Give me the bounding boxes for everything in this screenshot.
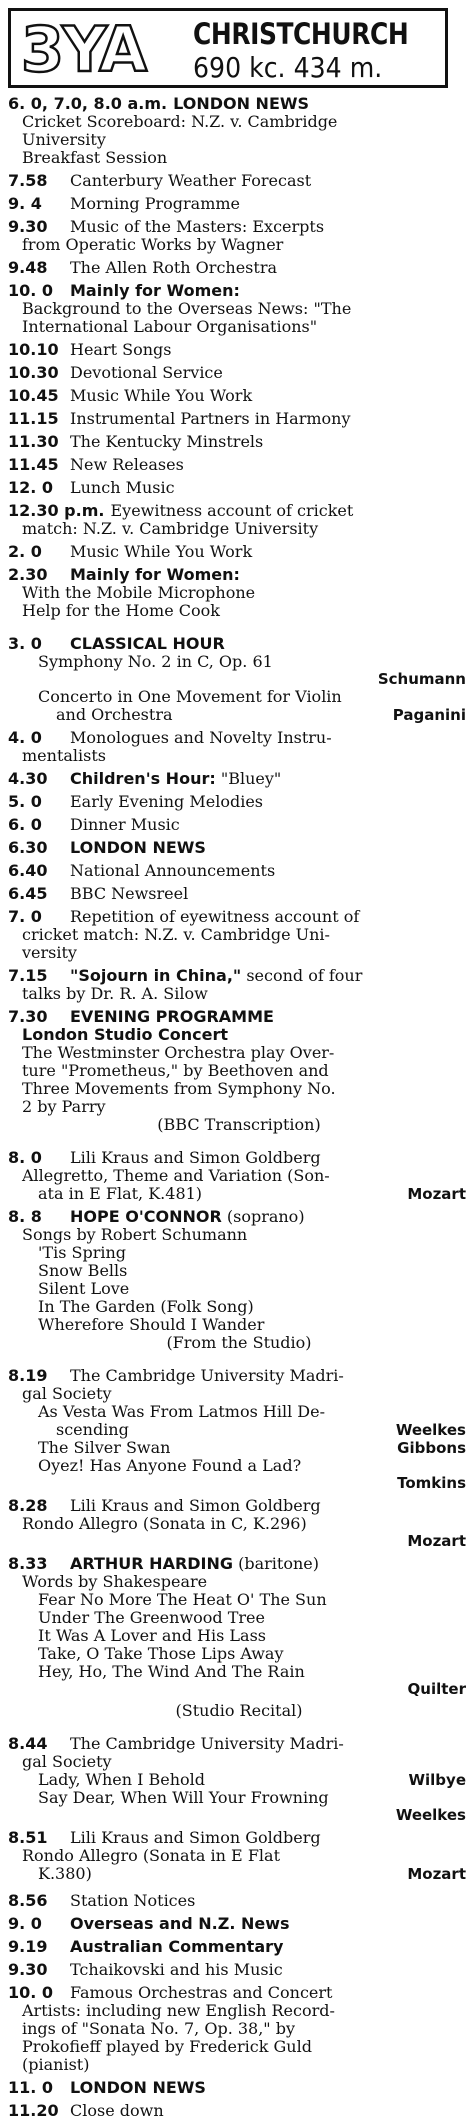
schedule-entry <box>8 2078 470 2097</box>
entry-detail: Allegretto, Theme and Variation (Son- <box>22 1166 330 1185</box>
entry-time: 2. 0 <box>8 542 42 561</box>
schedule-entry <box>8 542 470 561</box>
entry-time: 11.15 <box>8 409 59 428</box>
schedule-entry <box>8 501 470 538</box>
schedule-entry <box>8 565 470 620</box>
composer-name: Schumann <box>377 670 466 688</box>
entry-time: 8.33 <box>8 1554 48 1573</box>
entry-detail: With the Mobile Microphone <box>22 583 256 602</box>
schedule-entry <box>8 432 470 451</box>
entry-detail: (From the Studio) <box>166 1333 312 1352</box>
entry-detail: 'Tis Spring <box>38 1243 126 1262</box>
schedule-entry <box>8 455 470 474</box>
schedule-entry <box>8 1207 470 1352</box>
entry-detail: Cricket Scoreboard: N.Z. v. Cambridge <box>22 112 338 131</box>
entry-detail: Snow Bells <box>38 1261 128 1280</box>
entry-detail: Prokofieff played by Frederick Guld <box>22 2037 312 2056</box>
entry-detail-row <box>8 1421 470 1439</box>
entry-detail: Rondo Allegro (Sonata in E Flat <box>22 1846 281 1865</box>
entry-time: 11.30 <box>8 432 59 451</box>
entry-title: LONDON NEWS <box>70 2078 206 2097</box>
entry-detail: The Silver Swan <box>38 1438 171 1457</box>
entry-title: HOPE O'CONNOR <box>70 1207 222 1226</box>
entry-detail: Three Movements from Symphony No. <box>22 1079 336 1098</box>
schedule-entry <box>8 478 470 497</box>
schedule-entry <box>8 258 470 277</box>
entry-title: Music of the Masters: Excerpts <box>70 217 325 236</box>
entry-detail-row <box>8 1771 470 1789</box>
entry-title: BBC Newsreel <box>70 884 189 903</box>
entry-detail: scending <box>56 1420 129 1439</box>
entry-detail: Wherefore Should I Wander <box>38 1315 265 1334</box>
entry-detail: from Operatic Works by Wagner <box>22 235 284 254</box>
entry-detail: and Orchestra <box>56 705 173 724</box>
entry-detail: ata in E Flat, K.481) <box>38 1184 203 1203</box>
entry-title: The Cambridge University Madri- <box>70 1734 344 1753</box>
entry-title: CLASSICAL HOUR <box>70 634 225 653</box>
schedule-entry <box>8 363 470 382</box>
entry-title: Children's Hour: <box>70 769 216 788</box>
entry-time: 6. 0, 7.0, 8.0 a.m. <box>8 94 168 113</box>
entry-title: Mainly for Women: <box>70 281 240 300</box>
entry-title-extra: second of four <box>246 966 363 985</box>
entry-title: Music While You Work <box>70 542 253 561</box>
entry-title: Famous Orchestras and Concert <box>70 1983 333 2002</box>
entry-detail: Oyez! Has Anyone Found a Lad? <box>38 1456 302 1475</box>
entry-detail-row <box>8 706 470 724</box>
composer-name: Mozart <box>407 1185 466 1203</box>
entry-detail: Words by Shakespeare <box>22 1572 208 1591</box>
station-city: CHRISTCHURCH <box>193 17 409 51</box>
schedule-entry <box>8 1983 470 2074</box>
entry-detail: Concerto in One Movement for Violin <box>38 687 342 706</box>
composer-name: Wilbye <box>408 1771 466 1789</box>
entry-title: Australian Commentary <box>70 1937 284 1956</box>
entry-time: 9. 4 <box>8 194 42 213</box>
entry-time: 12. 0 <box>8 478 54 497</box>
entry-time: 9.19 <box>8 1937 48 1956</box>
composer-name: Gibbons <box>397 1439 466 1457</box>
schedule-entry <box>8 1366 470 1492</box>
composer-name: Tomkins <box>397 1474 466 1492</box>
entry-time: 7.15 <box>8 966 48 985</box>
entry-time: 9.30 <box>8 1960 48 1979</box>
schedule-entry <box>8 340 470 359</box>
schedule-entry <box>8 907 470 962</box>
entry-title: ARTHUR HARDING <box>70 1554 234 1573</box>
schedule-entry <box>8 1960 470 1979</box>
entry-title: Tchaikovski and his Music <box>70 1960 283 1979</box>
schedule-entry <box>8 1148 470 1203</box>
entry-title: Early Evening Melodies <box>70 792 263 811</box>
entry-title: Close down <box>70 2101 164 2120</box>
entry-detail: Under The Greenwood Tree <box>38 1608 265 1627</box>
entry-detail: Songs by Robert Schumann <box>22 1225 248 1244</box>
schedule-entry <box>8 838 470 857</box>
entry-title: Dinner Music <box>70 815 180 834</box>
entry-title: Canterbury Weather Forecast <box>70 171 312 190</box>
entry-detail-row <box>8 1865 470 1883</box>
station-header <box>8 8 448 88</box>
entry-time: 5. 0 <box>8 792 42 811</box>
entry-title: The Cambridge University Madri- <box>70 1366 344 1385</box>
entry-detail: mentalists <box>22 746 106 765</box>
schedule-entry <box>8 194 470 213</box>
entry-detail: Hey, Ho, The Wind And The Rain <box>38 1662 305 1681</box>
entry-detail: Lady, When I Behold <box>38 1770 206 1789</box>
entry-title: Repetition of eyewitness account of <box>70 907 360 926</box>
entry-detail: In The Garden (Folk Song) <box>38 1297 254 1316</box>
entry-time: 10. 0 <box>8 281 54 300</box>
entry-time: 6.30 <box>8 838 48 857</box>
entry-title: "Sojourn in China," <box>70 966 242 985</box>
entry-time: 8.44 <box>8 1734 48 1753</box>
entry-title: Lili Kraus and Simon Goldberg <box>70 1148 321 1167</box>
entry-time: 11.45 <box>8 455 59 474</box>
schedule-entry <box>8 2101 470 2120</box>
schedule-entry <box>8 792 470 811</box>
entry-time: 9. 0 <box>8 1914 42 1933</box>
schedule-entry <box>8 217 470 254</box>
schedule-entry <box>8 386 470 405</box>
entry-time: 6.45 <box>8 884 48 903</box>
entry-detail: (pianist) <box>22 2055 90 2074</box>
schedule-entry <box>8 409 470 428</box>
entry-title: Music While You Work <box>70 386 253 405</box>
entry-time: 8. 8 <box>8 1207 42 1226</box>
entry-time: 2.30 <box>8 565 48 584</box>
entry-title-extra: "Bluey" <box>220 769 282 788</box>
entry-detail: versity <box>22 943 77 962</box>
entry-detail: Fear No More The Heat O' The Sun <box>38 1590 327 1609</box>
entry-time: 8.56 <box>8 1891 48 1910</box>
entry-time: 4. 0 <box>8 728 42 747</box>
schedule-entry <box>8 861 470 880</box>
schedule-entry <box>8 1891 470 1910</box>
entry-title: Instrumental Partners in Harmony <box>70 409 351 428</box>
entry-title: Station Notices <box>70 1891 196 1910</box>
schedule-entry <box>8 634 470 724</box>
entry-title: New Releases <box>70 455 184 474</box>
entry-detail: It Was A Lover and His Lass <box>38 1626 266 1645</box>
entry-title: LONDON NEWS <box>70 838 206 857</box>
composer-name: Mozart <box>407 1532 466 1550</box>
schedule-entry <box>8 815 470 834</box>
entry-title: Monologues and Novelty Instru- <box>70 728 332 747</box>
entry-detail: gal Society <box>22 1384 112 1403</box>
schedule-entry <box>8 171 470 190</box>
entry-time: 10.45 <box>8 386 59 405</box>
entry-detail: cricket match: N.Z. v. Cambridge Uni- <box>22 925 330 944</box>
entry-detail: Artists: including new English Record- <box>22 2001 335 2020</box>
entry-detail: talks by Dr. R. A. Silow <box>22 984 208 1003</box>
entry-detail: Breakfast Session <box>22 148 168 167</box>
schedule-entry <box>8 966 470 1003</box>
schedule-entry <box>8 769 470 788</box>
schedule-entry <box>8 94 470 167</box>
entry-detail: (BBC Transcription) <box>157 1115 321 1134</box>
entry-title: Lunch Music <box>70 478 175 497</box>
entry-title: LONDON NEWS <box>173 94 310 113</box>
entry-time: 10.30 <box>8 363 59 382</box>
entry-detail: Background to the Overseas News: "The <box>22 299 352 318</box>
entry-title: Mainly for Women: <box>70 565 240 584</box>
entry-title: The Allen Roth Orchestra <box>70 258 278 277</box>
schedule-entry <box>8 1734 470 1824</box>
entry-time: 3. 0 <box>8 634 42 653</box>
entry-time: 12.30 p.m. <box>8 501 105 520</box>
entry-detail: University <box>22 130 106 149</box>
entry-title: Overseas and N.Z. News <box>70 1914 290 1933</box>
schedule-entry <box>8 884 470 903</box>
entry-detail: Help for the Home Cook <box>22 601 220 620</box>
composer-name: Paganini <box>392 706 466 724</box>
schedule-entry <box>8 1937 470 1956</box>
entry-time: 8.19 <box>8 1366 48 1385</box>
station-call-sign: 3YA <box>21 13 146 86</box>
entry-detail: (Studio Recital) <box>175 1701 303 1720</box>
entry-detail: ture "Prometheus," by Beethoven and <box>22 1061 329 1080</box>
schedule-entry <box>8 1554 470 1720</box>
entry-time: 9.48 <box>8 258 48 277</box>
composer-name: Quilter <box>407 1680 466 1698</box>
entry-time: 11.20 <box>8 2101 59 2120</box>
entry-title: National Announcements <box>70 861 276 880</box>
composer-name: Weelkes <box>395 1421 466 1439</box>
entry-time: 10. 0 <box>8 1983 54 2002</box>
entry-title: Heart Songs <box>70 340 172 359</box>
entry-time: 9.30 <box>8 217 48 236</box>
composer-name: Mozart <box>407 1865 466 1883</box>
entry-title: Morning Programme <box>70 194 241 213</box>
schedule-entry <box>8 1496 470 1550</box>
station-frequency: 690 kc. 434 m. <box>193 51 383 84</box>
schedule-entry <box>8 1828 470 1883</box>
entry-title-extra: (baritone) <box>238 1554 319 1573</box>
entry-time: 6. 0 <box>8 815 42 834</box>
entry-detail: International Labour Organisations" <box>22 317 318 336</box>
entry-detail: K.380) <box>38 1864 92 1883</box>
entry-title: Eyewitness account of cricket <box>110 501 354 520</box>
entry-time: 6.40 <box>8 861 48 880</box>
entry-title-extra: (soprano) <box>226 1207 305 1226</box>
entry-detail: Take, O Take Those Lips Away <box>38 1644 284 1663</box>
entry-time: 8.28 <box>8 1496 48 1515</box>
entry-detail: Silent Love <box>38 1279 130 1298</box>
entry-detail: ings of "Sonata No. 7, Op. 38," by <box>22 2019 296 2038</box>
entry-detail: Say Dear, When Will Your Frowning <box>38 1788 329 1807</box>
entry-detail-row <box>8 1439 470 1457</box>
entry-time: 8. 0 <box>8 1148 42 1167</box>
schedule-list <box>8 94 470 2124</box>
entry-time: 7.30 <box>8 1007 48 1026</box>
entry-time: 4.30 <box>8 769 48 788</box>
entry-detail: Rondo Allegro (Sonata in C, K.296) <box>22 1514 307 1533</box>
entry-title: Lili Kraus and Simon Goldberg <box>70 1828 321 1847</box>
entry-time: 7.58 <box>8 171 48 190</box>
entry-title: Devotional Service <box>70 363 223 382</box>
entry-subtitle: London Studio Concert <box>22 1025 229 1044</box>
entry-title: Lili Kraus and Simon Goldberg <box>70 1496 321 1515</box>
schedule-entry <box>8 1007 470 1134</box>
entry-detail: gal Society <box>22 1752 112 1771</box>
entry-time: 7. 0 <box>8 907 42 926</box>
entry-detail: Symphony No. 2 in C, Op. 61 <box>38 652 273 671</box>
composer-name: Weelkes <box>395 1806 466 1824</box>
schedule-entry <box>8 1914 470 1933</box>
entry-detail-row <box>8 1185 470 1203</box>
schedule-entry <box>8 281 470 336</box>
entry-title: The Kentucky Minstrels <box>70 432 264 451</box>
entry-time: 11. 0 <box>8 2078 54 2097</box>
schedule-entry <box>8 728 470 765</box>
entry-detail: match: N.Z. v. Cambridge University <box>22 519 319 538</box>
entry-detail: 2 by Parry <box>22 1097 106 1116</box>
entry-time: 8.51 <box>8 1828 48 1847</box>
entry-detail: The Westminster Orchestra play Over- <box>22 1043 335 1062</box>
entry-title: EVENING PROGRAMME <box>70 1007 274 1026</box>
entry-time: 10.10 <box>8 340 59 359</box>
entry-detail: As Vesta Was From Latmos Hill De- <box>38 1402 325 1421</box>
